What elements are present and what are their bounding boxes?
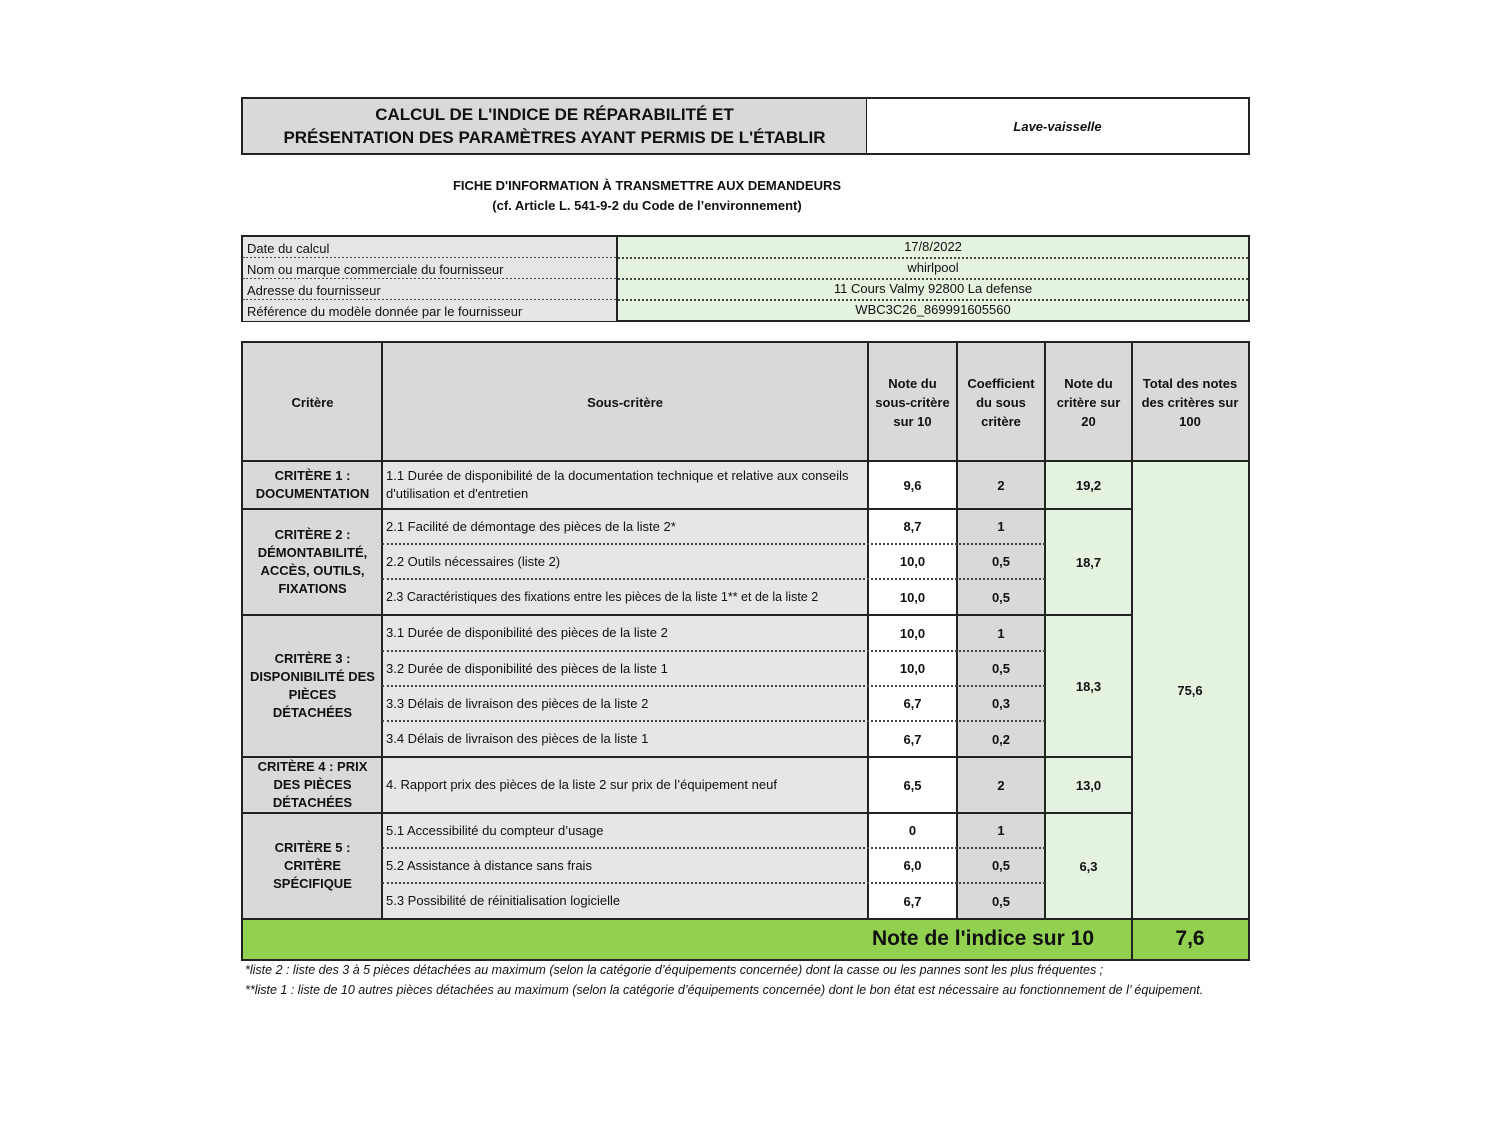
document-title: [241, 97, 867, 155]
grid-line: [243, 812, 1132, 814]
criterion-3-score: 18,3: [1045, 615, 1132, 757]
coef-2-1: 1: [957, 509, 1045, 544]
info-value: 11 Cours Valmy 92800 La defense: [833, 281, 1033, 296]
sub-note-2-1: 8,7: [868, 509, 957, 544]
coef-5-2: 0,5: [957, 848, 1045, 883]
footnote-liste-2: *liste 2 : liste des 3 à 5 pièces détachées au maximum (selon la catégorie d’équipements concernée) dont la casse ou les pannes sont les plus fréquentes ;: [245, 963, 1104, 977]
final-index-value: 7,6: [1132, 919, 1248, 959]
supplier-info-table: [241, 235, 1250, 322]
col-header-sous-critere: Sous-critère: [382, 343, 868, 461]
sub-note-5-3: 6,7: [868, 883, 957, 919]
sub-criterion-1-1: 1.1 Durée de disponibilité de la documentation technique et relative aux conseils d'utilisation et d'entretien: [382, 461, 868, 509]
product-type: Lave-vaisselle: [866, 97, 1250, 155]
sub-note-3-2: 10,0: [868, 651, 957, 686]
coef-3-2: 0,5: [957, 651, 1045, 686]
sub-criterion-3-3: 3.3 Délais de livraison des pièces de la liste 2: [382, 686, 868, 721]
row-divider: [382, 578, 1045, 580]
info-label: Date du calcul: [243, 237, 618, 258]
sub-note-3-4: 6,7: [868, 721, 957, 757]
row-divider: [382, 650, 1045, 652]
sub-criterion-5-3: 5.3 Possibilité de réinitialisation logicielle: [382, 883, 868, 919]
coef-1-1: 2: [957, 461, 1045, 509]
sub-note-2-2: 10,0: [868, 544, 957, 579]
total-score-100: 75,6: [1132, 461, 1248, 919]
title-line-2: PRÉSENTATION DES PARAMÈTRES AYANT PERMIS DE L'ÉTABLIR: [283, 128, 826, 147]
sub-criterion-4: 4. Rapport prix des pièces de la liste 2 sur prix de l’équipement neuf: [382, 757, 868, 813]
grid-line: [243, 756, 1132, 758]
col-header-note-sous-critere: Note du sous-critère sur 10: [868, 343, 957, 461]
col-header-total: Total des notes des critères sur 100: [1132, 343, 1248, 461]
row-divider: [382, 847, 1045, 849]
col-header-note-critere: Note du critère sur 20: [1045, 343, 1132, 461]
row-divider: [382, 685, 1045, 687]
row-divider: [382, 882, 1045, 884]
criterion-5-score: 6,3: [1045, 813, 1132, 919]
criterion-3-name: CRITÈRE 3 : DISPONIBILITÉ DES PIÈCES DÉTACHÉES: [243, 615, 382, 757]
grid-line: [243, 460, 1248, 462]
coef-4: 2: [957, 757, 1045, 813]
grid-line: [1044, 343, 1046, 919]
criterion-4-score: 13,0: [1045, 757, 1132, 813]
subtitle-line-2: (cf. Article L. 541-9-2 du Code de l’environnement): [492, 198, 802, 213]
info-label: Référence du modèle donnée par le fournisseur: [243, 300, 618, 321]
info-value: 17/8/2022: [904, 239, 962, 254]
coef-3-4: 0,2: [957, 721, 1045, 757]
sub-note-4: 6,5: [868, 757, 957, 813]
criterion-4-name: CRITÈRE 4 : PRIX DES PIÈCES DÉTACHÉES: [243, 757, 382, 813]
criterion-2-score: 18,7: [1045, 509, 1132, 615]
grid-line: [243, 918, 1248, 920]
grid-line: [243, 614, 1132, 616]
row-divider: [382, 543, 1045, 545]
final-index-label: Note de l'indice sur 10: [243, 919, 1132, 959]
grid-line: [381, 343, 383, 919]
sub-note-5-1: 0: [868, 813, 957, 848]
coef-3-1: 1: [957, 615, 1045, 651]
grid-line: [956, 343, 958, 919]
sub-criterion-2-2: 2.2 Outils nécessaires (liste 2): [382, 544, 868, 579]
coef-5-3: 0,5: [957, 883, 1045, 919]
grid-line: [243, 508, 1132, 510]
coef-5-1: 1: [957, 813, 1045, 848]
sub-note-5-2: 6,0: [868, 848, 957, 883]
col-header-coefficient: Coefficient du sous critère: [957, 343, 1045, 461]
subtitle-line-1: FICHE D'INFORMATION À TRANSMETTRE AUX DEMANDEURS: [452, 178, 842, 193]
col-header-critere: Critère: [243, 343, 382, 461]
sub-note-1-1: 9,6: [868, 461, 957, 509]
row-divider: [382, 720, 1045, 722]
sub-criterion-5-1: 5.1 Accessibilité du compteur d’usage: [382, 813, 868, 848]
sub-note-2-3: 10,0: [868, 579, 957, 615]
info-row-date: [243, 237, 1248, 258]
coef-3-3: 0,3: [957, 686, 1045, 721]
footnote-liste-1: **liste 1 : liste de 10 autres pièces détachées au maximum (selon la catégorie d’équipements concernée) dont le bon état est nécessaire au fonctionnement de l’ équipement.: [245, 983, 1204, 997]
info-row-address: [243, 279, 1248, 300]
info-label: Adresse du fournisseur: [243, 279, 618, 300]
info-label: Nom ou marque commerciale du fournisseur: [243, 258, 618, 279]
sub-criterion-2-1: 2.1 Facilité de démontage des pièces de la liste 2*: [382, 509, 868, 544]
criterion-1-score: 19,2: [1045, 461, 1132, 509]
info-value: WBC3C26_869991605560: [855, 302, 1011, 317]
sub-criterion-3-2: 3.2 Durée de disponibilité des pièces de la liste 1: [382, 651, 868, 686]
info-value: whirlpool: [907, 260, 959, 275]
sub-note-3-3: 6,7: [868, 686, 957, 721]
info-row-brand: [243, 258, 1248, 279]
sub-criterion-2-3: 2.3 Caractéristiques des fixations entre les pièces de la liste 1** et de la liste 2: [382, 579, 868, 615]
coef-2-3: 0,5: [957, 579, 1045, 615]
info-row-reference: [243, 300, 1248, 321]
criterion-5-name: CRITÈRE 5 : CRITÈRE SPÉCIFIQUE: [243, 813, 382, 919]
grid-line: [867, 343, 869, 919]
repairability-score-table: [241, 341, 1250, 961]
sub-criterion-3-4: 3.4 Délais de livraison des pièces de la liste 1: [382, 721, 868, 757]
sub-criterion-3-1: 3.1 Durée de disponibilité des pièces de la liste 2: [382, 615, 868, 651]
coef-2-2: 0,5: [957, 544, 1045, 579]
title-line-1: CALCUL DE L'INDICE DE RÉPARABILITÉ ET: [375, 105, 734, 124]
criterion-1-name: CRITÈRE 1 : DOCUMENTATION: [243, 461, 382, 509]
criterion-2-name: CRITÈRE 2 : DÉMONTABILITÉ, ACCÈS, OUTILS, FIXATIONS: [243, 509, 382, 615]
sub-note-3-1: 10,0: [868, 615, 957, 651]
grid-line: [1131, 343, 1133, 959]
sub-criterion-5-2: 5.2 Assistance à distance sans frais: [382, 848, 868, 883]
